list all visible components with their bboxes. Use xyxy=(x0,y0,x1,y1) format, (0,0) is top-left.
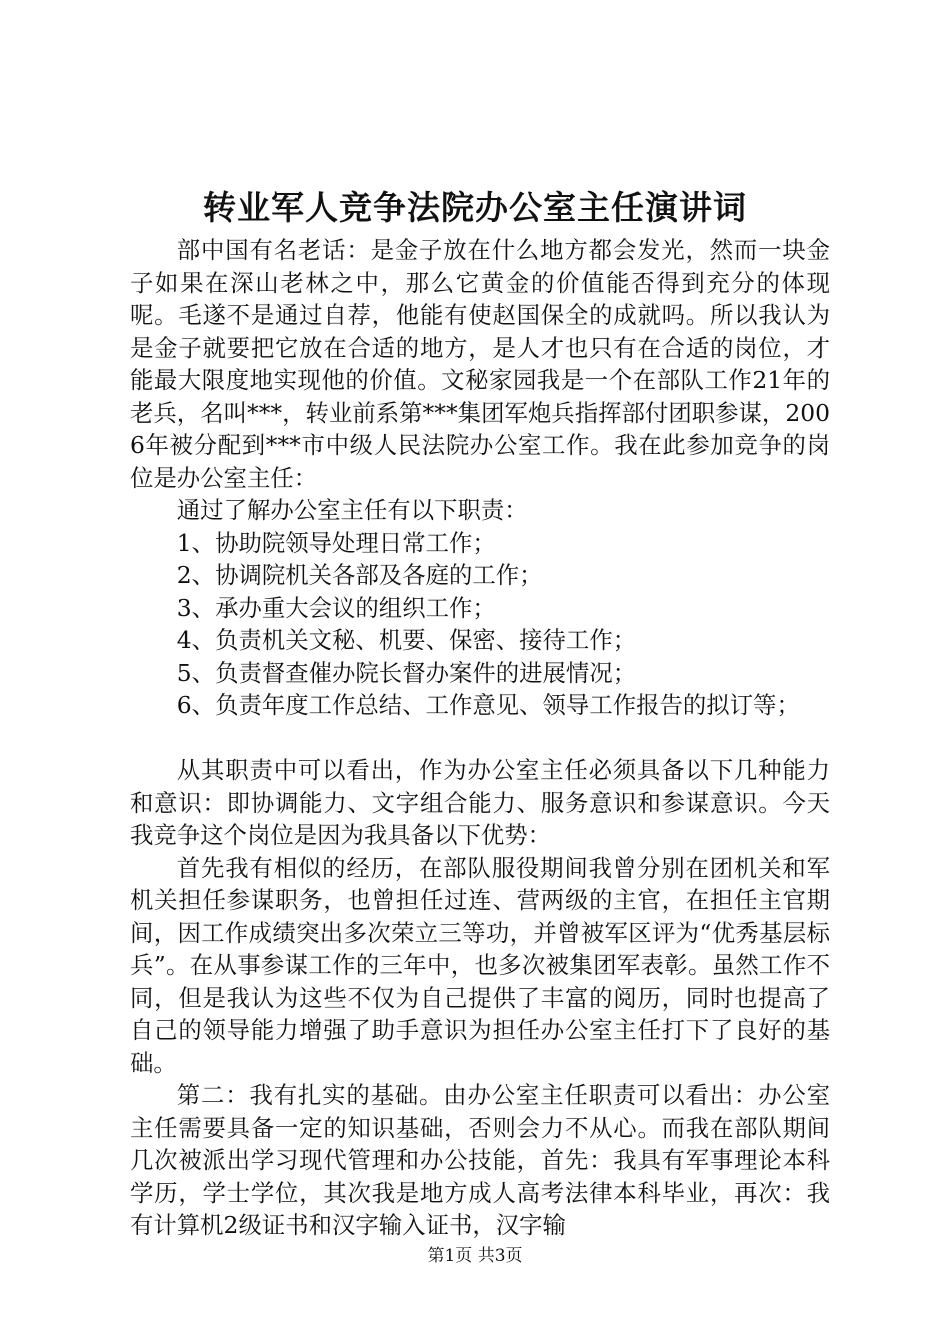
duty-item: 1、协助院领导处理日常工作； xyxy=(176,528,496,557)
second-advantage-paragraph: 第二：我有扎实的基础。由办公室主任职责可以看出：办公室主任需要具备一定的知识基础，否则会力不从心。而我在部队期间几次被派出学习现代管理和办公技能，首先：我具有军事理论本科学历，学士学位，其次我是地方成人高考法律本科毕业，再次：我有计算机2级证书和汉字输入证书，汉字输 xyxy=(130,1081,830,1239)
duties-intro: 通过了解办公室主任有以下职责： xyxy=(176,496,528,524)
duty-item: 6、负责年度工作总结、工作意见、领导工作报告的拟订等； xyxy=(176,691,800,719)
page-footer: 第1页 共3页 xyxy=(427,1246,523,1266)
abilities-paragraph: 从其职责中可以看出，作为办公室主任必须具备以下几种能力和意识：即协调能力、文字组合能力、服务意识和参谋意识。今天我竞争这个岗位是因为我具备以下优势： xyxy=(130,756,830,849)
duty-item: 5、负责督查催办院长督办案件的进展情况； xyxy=(176,658,637,687)
duty-item: 3、承办重大会议的组织工作； xyxy=(176,593,496,622)
first-advantage-paragraph: 首先我有相似的经历，在部队服役期间我曾分别在团机关和军机关担任参谋职务，也曾担任过连、营两级的主官，在担任主官期间，因工作成绩突出多次荣立三等功，并曾被军区评为“优秀基层标兵”。在从事参谋工作的三年中，也多次被集团军表彰。虽然工作不同，但是我认为这些不仅为自己提供了丰富的阅历，同时也提高了自己的领导能力增强了助手意识为担任办公室主任打下了良好的基础。 xyxy=(130,853,830,1077)
intro-paragraph: 部中国有名老话：是金子放在什么地方都会发光，然而一块金子如果在深山老林之中，那么它黄金的价值能否得到充分的体现呢。毛遂不是通过自荐，他能有使赵国保全的成就吗。所以我认为是金子就要把它放在合适的地方，是人才也只有在合适的岗位，才能最大限度地实现他的价值。文秘家园我是一个在部队工作21年的老兵，名叫***，转业前系第***集团军炮兵指挥部付团职参谋，2006年被分配到***市中级人民法院办公室工作。我在此参加竞争的岗位是办公室主任： xyxy=(130,236,830,492)
blank-line xyxy=(130,722,830,755)
document-body xyxy=(130,234,830,1242)
document-title: 转业军人竞争法院办公室主任演讲词 xyxy=(203,188,747,227)
duty-item: 4、负责机关文秘、机要、保密、接待工作； xyxy=(176,626,637,654)
duty-item: 2、协调院机关各部及各庭的工作； xyxy=(176,561,543,589)
